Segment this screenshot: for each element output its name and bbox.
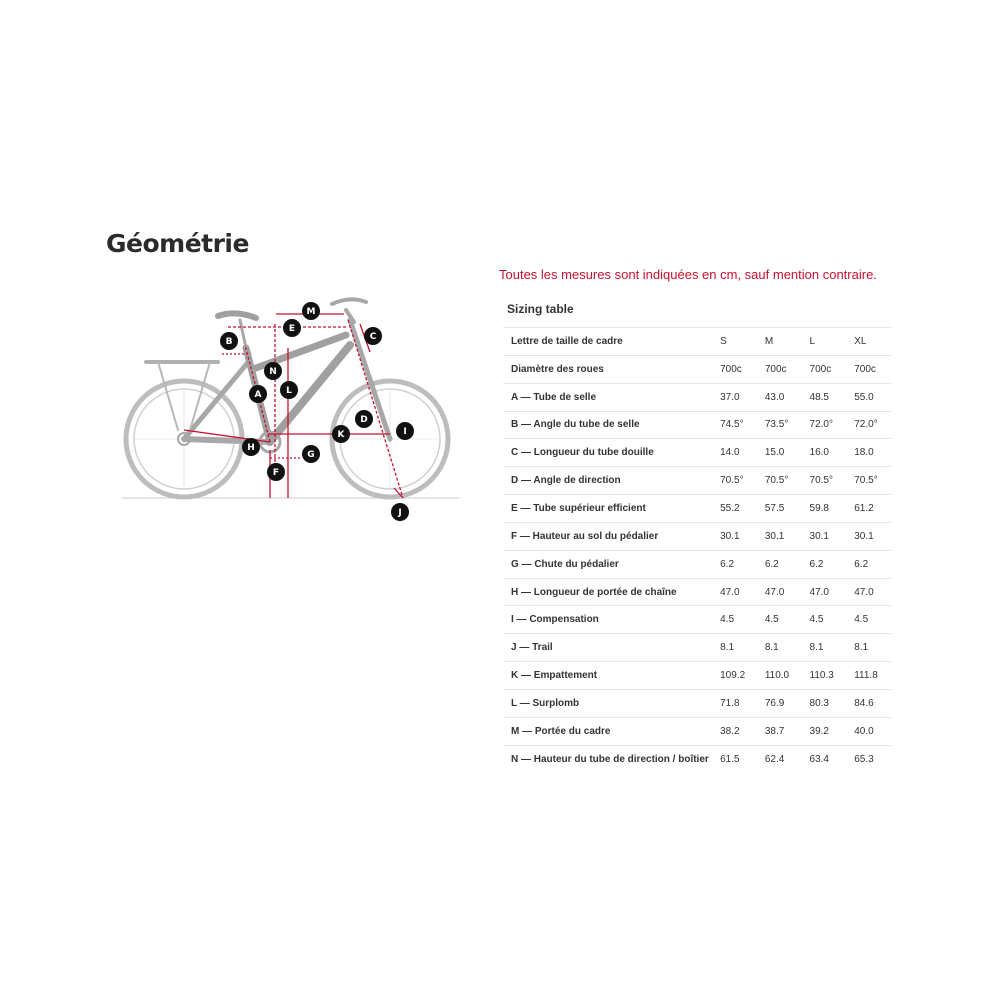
row-value: 40.0 <box>854 725 874 737</box>
row-label: J — Trail <box>511 642 553 654</box>
svg-text:F: F <box>272 468 280 478</box>
table-row <box>503 634 891 662</box>
row-value: 700c <box>720 363 742 375</box>
row-value: 4.5 <box>720 614 735 626</box>
row-label: H — Longueur de portée de chaîne <box>511 586 677 598</box>
svg-text:H: H <box>247 443 255 453</box>
svg-text:B: B <box>225 337 233 347</box>
row-value: 37.0 <box>720 391 740 403</box>
row-value: 70.5° <box>720 475 744 487</box>
marker-m <box>302 302 320 320</box>
row-value: 15.0 <box>764 447 785 459</box>
row-value: 61.5 <box>720 753 740 765</box>
row-label: N — Hauteur du tube de direction / boîtier <box>511 753 709 765</box>
row-value: 110.0 <box>764 670 790 682</box>
row-value: 38.2 <box>720 725 740 737</box>
row-value: 6.2 <box>720 558 735 570</box>
table-row <box>503 745 891 773</box>
marker-c <box>364 327 382 345</box>
row-value: 65.3 <box>854 753 874 765</box>
header-size-m: M <box>764 335 774 347</box>
table-row <box>503 439 891 467</box>
row-value: 47.0 <box>720 586 740 598</box>
marker-i <box>396 422 414 440</box>
svg-text:L: L <box>286 386 292 396</box>
row-label: Diamètre des roues <box>511 363 604 375</box>
row-value: 73.5° <box>764 419 789 431</box>
marker-h <box>242 438 260 456</box>
svg-text:E: E <box>288 324 296 334</box>
row-value: 14.0 <box>720 447 740 459</box>
row-value: 18.0 <box>854 447 874 459</box>
header-label: Lettre de taille de cadre <box>511 335 623 347</box>
row-value: 47.0 <box>854 586 874 598</box>
row-value: 72.0° <box>854 419 878 431</box>
row-label: C — Longueur du tube douille <box>511 447 654 459</box>
table-row <box>503 578 891 606</box>
row-value: 16.0 <box>809 447 829 459</box>
table-row <box>503 662 891 690</box>
row-value: 47.0 <box>809 586 829 598</box>
row-value: 30.1 <box>764 530 785 542</box>
svg-text:A: A <box>254 390 262 400</box>
row-value: 63.4 <box>809 753 829 765</box>
row-label: D — Angle de direction <box>511 475 621 487</box>
svg-text:I: I <box>403 427 407 437</box>
row-value: 8.1 <box>809 642 824 654</box>
table-row <box>503 411 891 439</box>
row-value: 38.7 <box>764 725 785 737</box>
marker-b <box>220 332 238 350</box>
marker-e <box>283 319 301 337</box>
svg-text:K: K <box>337 430 345 440</box>
row-value: 6.2 <box>809 558 824 570</box>
row-value: 72.0° <box>809 419 833 431</box>
header-size-s: S <box>720 335 727 347</box>
table-row <box>503 383 891 411</box>
svg-text:M: M <box>306 307 316 317</box>
row-value: 8.1 <box>720 642 735 654</box>
header-size-l: L <box>809 335 816 347</box>
row-value: 70.5° <box>809 475 833 487</box>
row-value: 30.1 <box>854 530 874 542</box>
table-row <box>503 550 891 578</box>
row-label: K — Empattement <box>511 670 598 682</box>
table-header-row <box>503 328 891 356</box>
row-value: 6.2 <box>854 558 869 570</box>
marker-n <box>264 362 282 380</box>
table-title: Sizing table <box>507 302 574 316</box>
row-value: 6.2 <box>764 558 779 570</box>
row-label: A — Tube de selle <box>511 391 597 403</box>
row-label: B — Angle du tube de selle <box>511 419 640 431</box>
row-value: 39.2 <box>809 725 829 737</box>
row-value: 55.0 <box>854 391 874 403</box>
svg-text:G: G <box>307 450 315 460</box>
row-value: 30.1 <box>720 530 740 542</box>
row-value: 111.8 <box>854 670 878 682</box>
page-title: Géométrie <box>106 229 249 258</box>
row-value: 8.1 <box>854 642 869 654</box>
row-value: 8.1 <box>764 642 779 654</box>
row-value: 76.9 <box>764 697 785 709</box>
marker-d <box>355 410 373 428</box>
row-value: 62.4 <box>764 753 785 765</box>
marker-l <box>280 381 298 399</box>
row-value: 4.5 <box>854 614 869 626</box>
row-value: 700c <box>764 363 787 375</box>
row-value: 4.5 <box>764 614 779 626</box>
bike-geometry-diagram <box>118 290 463 525</box>
row-value: 55.2 <box>720 502 740 514</box>
svg-text:D: D <box>360 415 368 425</box>
marker-k <box>332 425 350 443</box>
svg-text:N: N <box>269 367 277 377</box>
row-value: 70.5° <box>764 475 789 487</box>
row-value: 74.5° <box>720 419 744 431</box>
row-value: 700c <box>854 363 876 375</box>
sizing-table <box>503 327 891 773</box>
row-label: G — Chute du pédalier <box>511 558 619 570</box>
row-value: 43.0 <box>764 391 785 403</box>
row-value: 700c <box>809 363 832 375</box>
row-label: L — Surplomb <box>511 697 580 709</box>
row-value: 47.0 <box>764 586 785 598</box>
units-notice: Toutes les mesures sont indiquées en cm, sauf mention contraire. <box>499 267 877 282</box>
marker-a <box>249 385 267 403</box>
row-value: 70.5° <box>854 475 878 487</box>
row-value: 80.3 <box>809 697 829 709</box>
row-value: 4.5 <box>809 614 824 626</box>
table-row <box>503 717 891 745</box>
row-value: 84.6 <box>854 697 874 709</box>
row-label: I — Compensation <box>511 614 599 626</box>
row-label: E — Tube supérieur efficient <box>511 502 646 514</box>
table-row <box>503 467 891 495</box>
row-value: 59.8 <box>809 502 829 514</box>
header-size-xl: XL <box>854 335 867 347</box>
row-value: 30.1 <box>809 530 829 542</box>
svg-text:C: C <box>369 332 377 342</box>
row-value: 71.8 <box>720 697 740 709</box>
row-value: 48.5 <box>809 391 829 403</box>
row-label: F — Hauteur au sol du pédalier <box>511 530 659 542</box>
row-value: 61.2 <box>854 502 874 514</box>
table-row <box>503 522 891 550</box>
table-row <box>503 355 891 383</box>
marker-g <box>302 445 320 463</box>
row-value: 109.2 <box>720 670 746 682</box>
marker-j <box>391 503 409 521</box>
svg-text:J: J <box>398 508 402 518</box>
marker-f <box>267 463 285 481</box>
table-row <box>503 606 891 634</box>
row-label: M — Portée du cadre <box>511 725 611 737</box>
table-row <box>503 495 891 523</box>
row-value: 57.5 <box>764 502 785 514</box>
table-row <box>503 689 891 717</box>
row-value: 110.3 <box>809 670 834 682</box>
